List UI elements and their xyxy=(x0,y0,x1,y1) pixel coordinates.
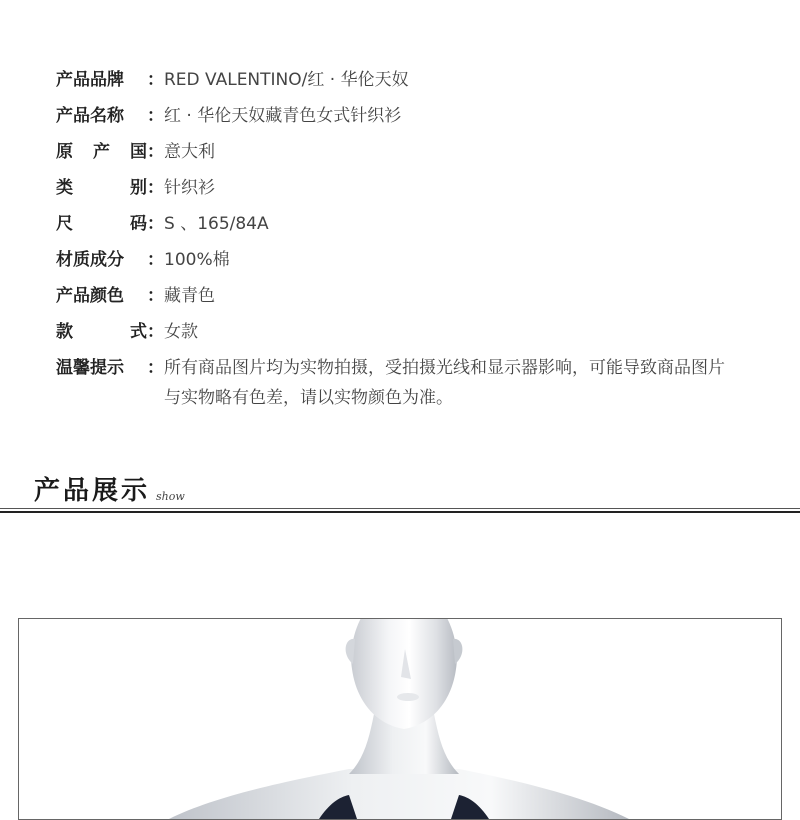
spec-value: 针织衫 xyxy=(164,178,215,198)
spec-value: 意大利 xyxy=(164,142,215,162)
spec-label: 类 别 ： xyxy=(56,170,164,206)
spec-label-text: 产品品牌 xyxy=(56,70,124,90)
spec-row-category xyxy=(56,170,756,206)
spec-value: 藏青色 xyxy=(164,286,215,306)
spec-row-color xyxy=(56,278,756,314)
spec-label-text: 材质成分 xyxy=(56,250,124,270)
spec-row-notice xyxy=(56,350,756,413)
spec-label: 产品名称 ： xyxy=(56,98,164,134)
spec-label-text: 产品名称 xyxy=(56,106,124,126)
spec-value: S 、165/84A xyxy=(164,214,269,234)
spec-label: 款 式 ： xyxy=(56,314,164,350)
spec-label-text: 产品颜色 xyxy=(56,286,124,306)
divider-thin xyxy=(0,508,800,509)
spec-row-origin xyxy=(56,134,756,170)
spec-row-size xyxy=(56,206,756,242)
spec-label: 产品品牌 ： xyxy=(56,62,164,98)
section-subtitle: show xyxy=(156,490,185,503)
spec-label-text: 温馨提示 xyxy=(56,358,124,378)
spec-row-brand xyxy=(56,62,756,98)
spec-label-text: 类 别 xyxy=(56,178,147,198)
spec-label: 材质成分 ： xyxy=(56,242,164,278)
spec-value: RED VALENTINO/红 · 华伦天奴 xyxy=(164,70,409,90)
product-photo xyxy=(18,618,782,820)
spec-label-text: 尺 码 xyxy=(56,214,147,234)
spec-label: 产品颜色 ： xyxy=(56,278,164,314)
spec-row-style xyxy=(56,314,756,350)
spec-row-name xyxy=(56,98,756,134)
spec-value: 红 · 华伦天奴藏青色女式针织衫 xyxy=(164,106,402,126)
spec-label: 温馨提示 ： xyxy=(56,350,164,386)
spec-label: 原 产 国 ： xyxy=(56,134,164,170)
spec-label-text: 款 式 xyxy=(56,322,147,342)
spec-value: 100%棉 xyxy=(164,250,230,270)
spec-value-notice: 所有商品图片均为实物拍摄，受拍摄光线和显示器影响，可能导致商品图片与实物略有色差，请以实物颜色为准。 xyxy=(164,358,725,408)
spec-row-material xyxy=(56,242,756,278)
divider-thick xyxy=(0,511,800,513)
spec-value: 女款 xyxy=(164,322,198,342)
mannequin-image xyxy=(19,619,781,819)
spec-label-text: 原 产 国 xyxy=(56,142,147,162)
section-title: 产品展示 xyxy=(34,476,151,506)
spec-label: 尺 码 ： xyxy=(56,206,164,242)
product-spec-list xyxy=(56,62,756,413)
section-heading xyxy=(34,470,185,507)
